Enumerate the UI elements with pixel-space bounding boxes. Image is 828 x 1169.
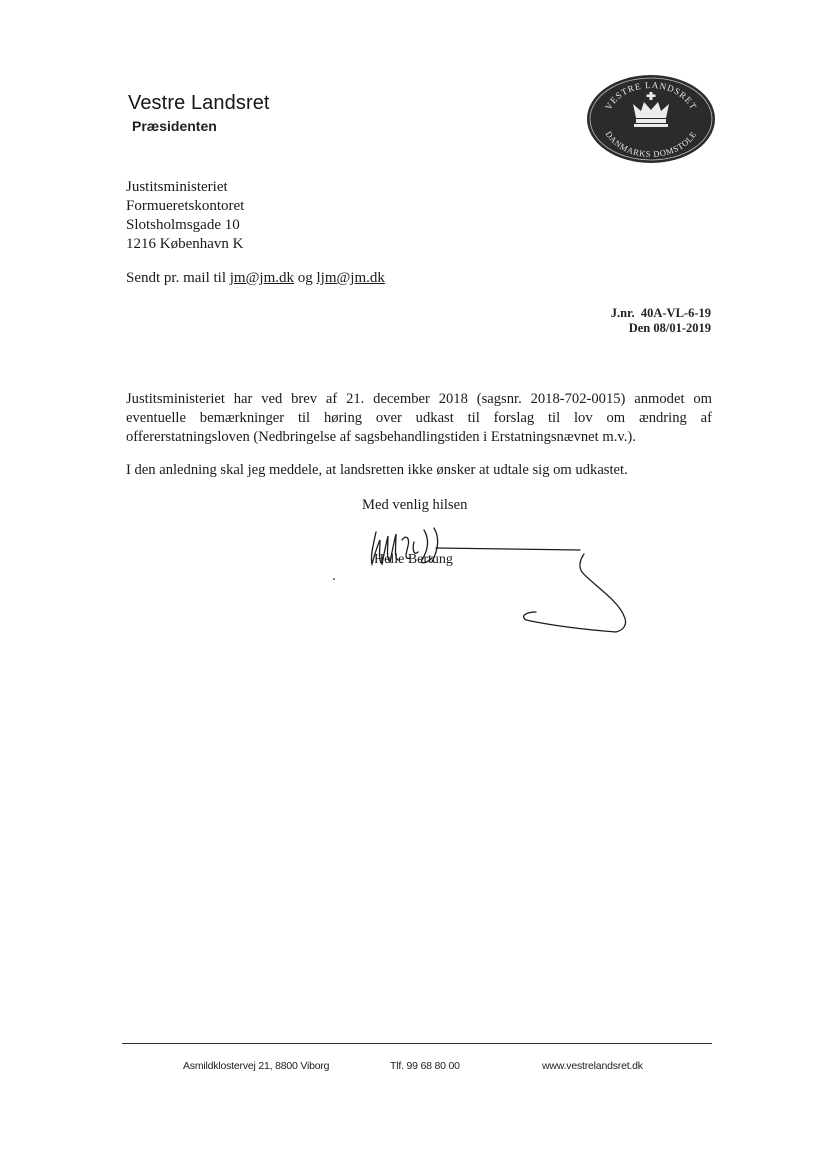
letter-date: 08/01-2019 [653, 321, 711, 335]
body-paragraph-2: I den anledning skal jeg meddele, at landsretten ikke ønsker at udtale sig om udkastet. [126, 462, 628, 478]
court-seal-logo [586, 74, 716, 164]
organization-name: Vestre Landsret [128, 92, 270, 114]
svg-text:VESTRE LANDSRET: VESTRE LANDSRET [603, 79, 699, 112]
date-label: Den [628, 321, 651, 335]
scan-speck [333, 578, 335, 580]
address-line: Justitsministeriet [126, 179, 228, 195]
office-title: Præsidenten [132, 118, 217, 134]
recipient-address [126, 178, 244, 254]
journal-number: 40A-VL-6-19 [640, 306, 711, 320]
sent-prefix: Sendt pr. mail til [126, 270, 230, 286]
signer-name: Helle Bertung [374, 552, 453, 567]
footer-address: Asmildklostervej 21, 8800 Viborg [183, 1060, 330, 1072]
journal-number-label: J.nr. [610, 306, 635, 320]
address-line: Formueretskontoret [126, 198, 245, 214]
footer-divider [122, 1043, 712, 1044]
closing-greeting: Med venlig hilsen [362, 497, 468, 513]
sent-by-mail-line [126, 270, 385, 287]
sent-connector: og [293, 270, 317, 286]
email-link-1[interactable]: jm@jm.dk [229, 270, 294, 286]
footer-website[interactable]: www.vestrelandsret.dk [542, 1060, 643, 1072]
handwritten-signature [340, 520, 640, 640]
svg-text:DANMARKS DOMSTOLE: DANMARKS DOMSTOLE [603, 129, 699, 160]
footer-phone: Tlf. 99 68 80 00 [390, 1060, 460, 1072]
reference-block [611, 306, 711, 336]
email-link-2[interactable]: ljm@jm.dk [316, 270, 385, 286]
body-paragraph-1: Justitsministeriet har ved brev af 21. december 2018 (sagsnr. 2018-702-0015) anmodet om eventuelle bemærkninger til høring over udkast til forslag til lov om ændring af offererstatningsloven (Nedbringelse af sagsbehandlingstiden i Erstatningsnævnet m.v.). [126, 391, 712, 445]
address-line: 1216 København K [126, 236, 244, 252]
address-line: Slotsholmsgade 10 [126, 217, 240, 233]
